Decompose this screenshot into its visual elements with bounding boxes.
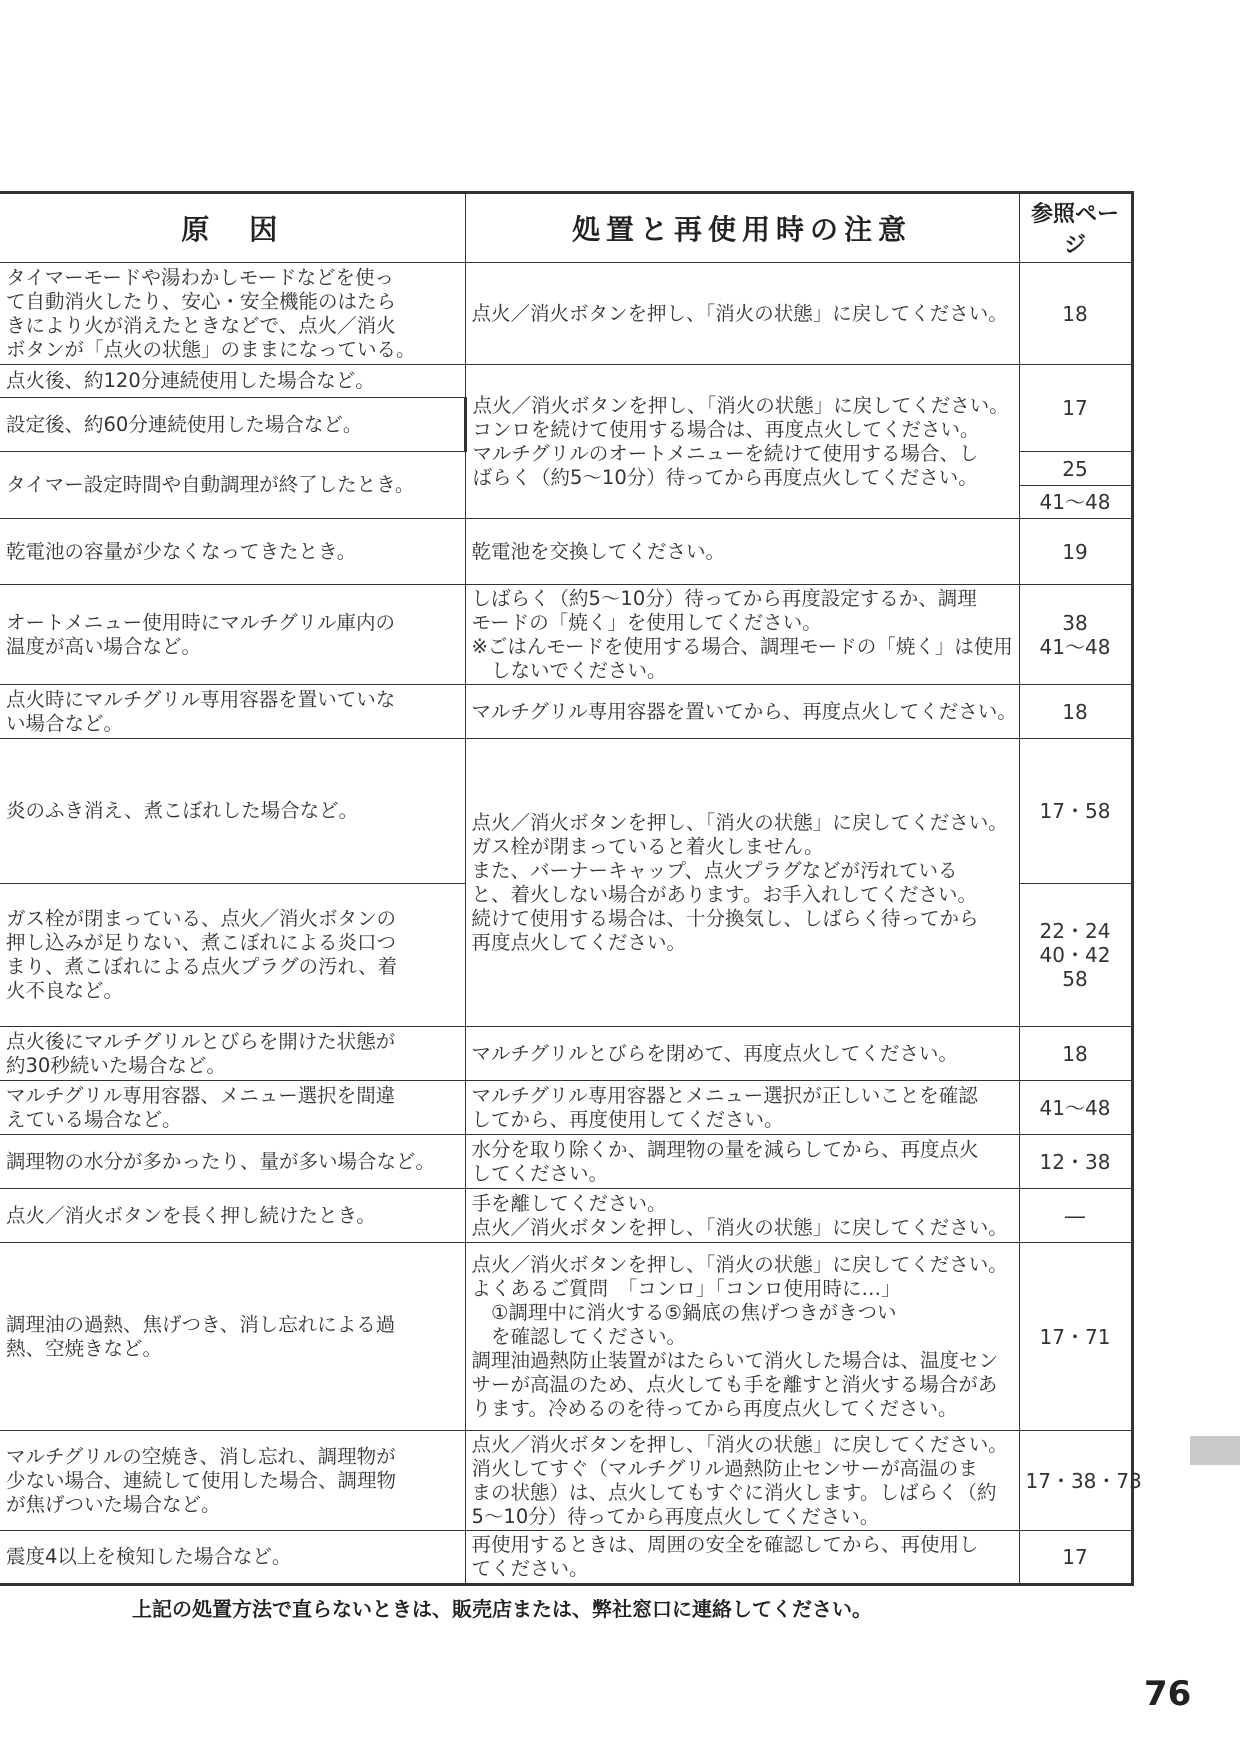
cell-line: 震度4以上を検知した場合など。	[6, 1545, 292, 1568]
cause-cell	[0, 398, 465, 452]
table-row	[0, 1081, 1132, 1135]
cell-line: 調理油の過熱、焦げつき、消し忘れによる過	[6, 1312, 396, 1336]
cause-cell	[0, 1081, 465, 1135]
table-row	[0, 1431, 1132, 1531]
cell-line: を確認してください。	[471, 1324, 687, 1348]
table-row	[0, 1135, 1132, 1189]
cell-line: ばらく（約5～10分）待ってから再度点火してください。	[472, 465, 978, 489]
cell-line: マルチグリルの空焼き、消し忘れ、調理物が	[6, 1444, 396, 1468]
cause-cell	[0, 585, 465, 685]
reference-cell	[1019, 739, 1132, 884]
cell-line: 続けて使用する場合は、十分換気し、しばらく待ってから	[471, 906, 979, 930]
cell-line: 熱、空焼きなど。	[6, 1336, 163, 1360]
cell-line: マルチグリル専用容器を置いてから、再度点火してください。	[471, 699, 1017, 723]
reference-cell	[1019, 1531, 1132, 1585]
table-row	[0, 1027, 1132, 1081]
table-row	[0, 685, 1132, 739]
cell-line: 点火／消火ボタンを押し、「消火の状態」に戻してください。	[471, 301, 1008, 325]
cell-line: ※ごはんモードを使用する場合、調理モードの「焼く」は使用	[471, 634, 1013, 658]
remedy-cell	[465, 739, 1019, 1027]
table-row	[0, 1531, 1132, 1585]
cell-line: しないでください。	[471, 658, 667, 682]
reference-cell	[1019, 1243, 1132, 1431]
cell-line: 5～10分）待ってから再度点火してください。	[471, 1504, 880, 1528]
table-row	[0, 519, 1132, 585]
cell-line: 手を離してください。	[471, 1191, 667, 1215]
cell-line: 火不良など。	[6, 979, 124, 1002]
remedy-cell	[465, 1081, 1019, 1135]
cell-line: まの状態）は、点火してもすぐに消火します。しばらく（約	[471, 1480, 997, 1504]
remedy-cell	[465, 685, 1019, 739]
remedy-cell	[465, 585, 1019, 685]
cause-cell	[0, 1531, 465, 1585]
cell-line: が焦げついた場合など。	[6, 1492, 221, 1516]
cell-line: 消火してすぐ（マルチグリル過熱防止センサーが高温のま	[471, 1456, 978, 1480]
cell-line: ガス栓が閉まっていると着火しません。	[471, 834, 824, 858]
reference-cell	[1019, 263, 1132, 365]
cell-line: してから、再度使用してください。	[471, 1107, 784, 1131]
cell-line: まり、煮こぼれによる点火プラグの汚れ、着	[6, 955, 398, 978]
cell-line: ボタンが「点火の状態」のままになっている。	[6, 337, 416, 361]
cell-line: ります。冷めるのを待ってから再度点火してください。	[471, 1396, 958, 1420]
cell-line: 18	[1062, 1041, 1088, 1066]
cell-line: 再度点火してください。	[471, 930, 687, 954]
cell-line: 少ない場合、連続して使用した場合、調理物	[6, 1468, 397, 1492]
table-row	[0, 365, 1132, 398]
header-reference-page: 参照ページ	[1019, 193, 1132, 263]
cell-line: 18	[1062, 699, 1088, 724]
cell-line: 調理物の水分が多かったり、量が多い場合など。	[6, 1149, 436, 1173]
remedy-cell	[465, 1027, 1019, 1081]
cell-line: 41～48	[1039, 1095, 1111, 1120]
table-row	[0, 739, 1132, 884]
reference-cell	[1019, 486, 1132, 519]
cause-cell	[0, 685, 465, 739]
remedy-cell	[465, 365, 1019, 519]
cause-cell	[0, 1243, 465, 1431]
cell-line: えている場合など。	[6, 1107, 182, 1131]
reference-cell	[1019, 884, 1132, 1027]
cell-line: 点火後、約120分連続使用した場合など。	[6, 369, 375, 392]
cell-line: 17	[1062, 396, 1088, 420]
cell-line: マルチグリル専用容器とメニュー選択が正しいことを確認	[471, 1083, 978, 1107]
cell-line: 25	[1062, 456, 1088, 481]
remedy-cell	[465, 1189, 1019, 1243]
header-cause: 原 因	[0, 193, 465, 263]
footer-note: 上記の処置方法で直らないときは、販売店または、弊社窓口に連絡してください。	[132, 1597, 872, 1621]
cell-line: 約30秒続いた場合など。	[6, 1053, 226, 1077]
cell-line: てください。	[471, 1557, 589, 1580]
cell-line: タイマーモードや湯わかしモードなどを使っ	[6, 265, 395, 289]
cell-line: 設定後、約60分連続使用した場合など。	[6, 412, 363, 436]
cell-line: オートメニュー使用時にマルチグリル庫内の	[6, 610, 396, 634]
cell-line: コンロを続けて使用する場合は、再度点火してください。	[472, 417, 980, 441]
cell-line: 18	[1062, 301, 1088, 326]
table-row	[0, 1189, 1132, 1243]
header-remedy: 処置と再使用時の注意	[465, 193, 1019, 263]
cell-line: 点火／消火ボタンを長く押し続けたとき。	[6, 1203, 376, 1227]
cell-line: サーが高温のため、点火しても手を離すと消火する場合があ	[471, 1372, 998, 1396]
cell-line: 17・58	[1039, 799, 1111, 823]
cell-line: 19	[1062, 539, 1088, 564]
cell-line: 点火後にマルチグリルとびらを開けた状態が	[6, 1029, 396, 1053]
cause-cell	[0, 884, 465, 1027]
cell-line: ①調理中に消火する⑤鍋底の焦げつきがきつい	[471, 1300, 897, 1324]
cause-cell	[0, 1189, 465, 1243]
cell-line: 17	[1062, 1545, 1088, 1569]
cell-line: 点火／消火ボタンを押し、「消火の状態」に戻してください。	[472, 393, 1009, 417]
cell-line: 17・38・73	[1025, 1468, 1142, 1493]
cell-line: マルチグリル専用容器、メニュー選択を間違	[6, 1083, 396, 1107]
troubleshooting-table	[0, 191, 1142, 1586]
reference-cell	[1019, 452, 1132, 486]
cell-line: て自動消火したり、安心・安全機能のはたら	[6, 289, 397, 313]
reference-cell	[1019, 1081, 1132, 1135]
reference-cell	[1019, 1431, 1142, 1531]
reference-cell	[1019, 1135, 1132, 1189]
reference-cell	[1019, 365, 1132, 452]
cell-line: マルチグリルのオートメニューを続けて使用する場合、し	[472, 441, 979, 465]
table-header-row	[0, 193, 1132, 263]
table-row	[0, 1243, 1132, 1431]
cell-line: モードの「焼く」を使用してください。	[471, 610, 822, 634]
reference-cell	[1019, 1189, 1132, 1243]
reference-cell	[1019, 585, 1132, 685]
cause-cell	[0, 452, 465, 519]
cause-cell	[0, 1135, 465, 1189]
cell-line: 点火／消火ボタンを押し、「消火の状態」に戻してください。	[471, 1252, 1008, 1276]
cell-line: ―	[1065, 1203, 1085, 1228]
cell-line: 点火／消火ボタンを押し、「消火の状態」に戻してください。	[471, 1432, 1008, 1456]
cell-line: 押し込みが足りない、煮こぼれによる炎口つ	[6, 931, 397, 954]
cell-line: ガス栓が閉まっている、点火／消火ボタンの	[6, 907, 397, 930]
cell-line: 17・71	[1039, 1324, 1111, 1349]
cause-cell	[0, 263, 465, 365]
cell-line: よくあるご質問 「コンロ」「コンロ使用時に…」	[471, 1276, 901, 1300]
cause-cell	[0, 519, 465, 585]
cell-line: 41～48	[1039, 634, 1111, 659]
cell-line: 温度が高い場合など。	[6, 634, 202, 658]
cell-line: 41～48	[1039, 490, 1111, 514]
cell-line: 乾電池を交換してください。	[471, 539, 726, 563]
remedy-cell	[465, 263, 1019, 365]
cause-cell	[0, 739, 465, 884]
cell-line: 12・38	[1039, 1149, 1111, 1174]
cell-line: 点火／消火ボタンを押し、「消火の状態」に戻してください。	[471, 1215, 1008, 1239]
remedy-cell	[465, 1531, 1019, 1585]
cell-line: 40・42	[1039, 943, 1111, 967]
cell-line: 58	[1062, 967, 1088, 991]
section-tab-marker	[1190, 1436, 1240, 1465]
page-number: 76	[1144, 1674, 1192, 1714]
remedy-cell	[465, 1431, 1019, 1531]
cell-line: 水分を取り除くか、調理物の量を減らしてから、再度点火	[471, 1137, 979, 1161]
cause-cell	[0, 1431, 465, 1531]
cause-cell	[0, 1027, 465, 1081]
cell-line: タイマー設定時間や自動調理が終了したとき。	[6, 473, 415, 496]
remedy-cell	[465, 519, 1019, 585]
cell-line: きにより火が消えたときなどで、点火／消火	[6, 313, 396, 337]
reference-cell	[1019, 685, 1132, 739]
reference-cell	[1019, 519, 1132, 585]
table-row	[0, 263, 1132, 365]
cell-line: 点火時にマルチグリル専用容器を置いていな	[6, 687, 396, 711]
cell-line: 22・24	[1039, 919, 1111, 943]
cell-line: してください。	[471, 1161, 609, 1185]
remedy-cell	[465, 1243, 1019, 1431]
cause-cell	[0, 365, 465, 398]
cell-line: 炎のふき消え、煮こぼれした場合など。	[6, 799, 359, 822]
cell-line: い場合など。	[6, 711, 124, 735]
remedy-cell	[465, 1135, 1019, 1189]
cell-line: 点火／消火ボタンを押し、「消火の状態」に戻してください。	[471, 810, 1008, 834]
reference-cell	[1019, 1027, 1132, 1081]
cell-line: しばらく（約5～10分）待ってから再度設定するか、調理	[471, 586, 977, 610]
table-row	[0, 585, 1132, 685]
cell-line: 調理油過熱防止装置がはたらいて消火した場合は、温度セン	[471, 1348, 999, 1372]
cell-line: マルチグリルとびらを閉めて、再度点火してください。	[471, 1041, 958, 1065]
cell-line: 再使用するときは、周囲の安全を確認してから、再使用し	[471, 1533, 979, 1556]
cell-line: 乾電池の容量が少なくなってきたとき。	[6, 539, 357, 563]
cell-line: 38	[1062, 610, 1088, 635]
cell-line: また、バーナーキャップ、点火プラグなどが汚れている	[471, 858, 958, 882]
cell-line: と、着火しない場合があります。お手入れしてください。	[471, 882, 977, 906]
